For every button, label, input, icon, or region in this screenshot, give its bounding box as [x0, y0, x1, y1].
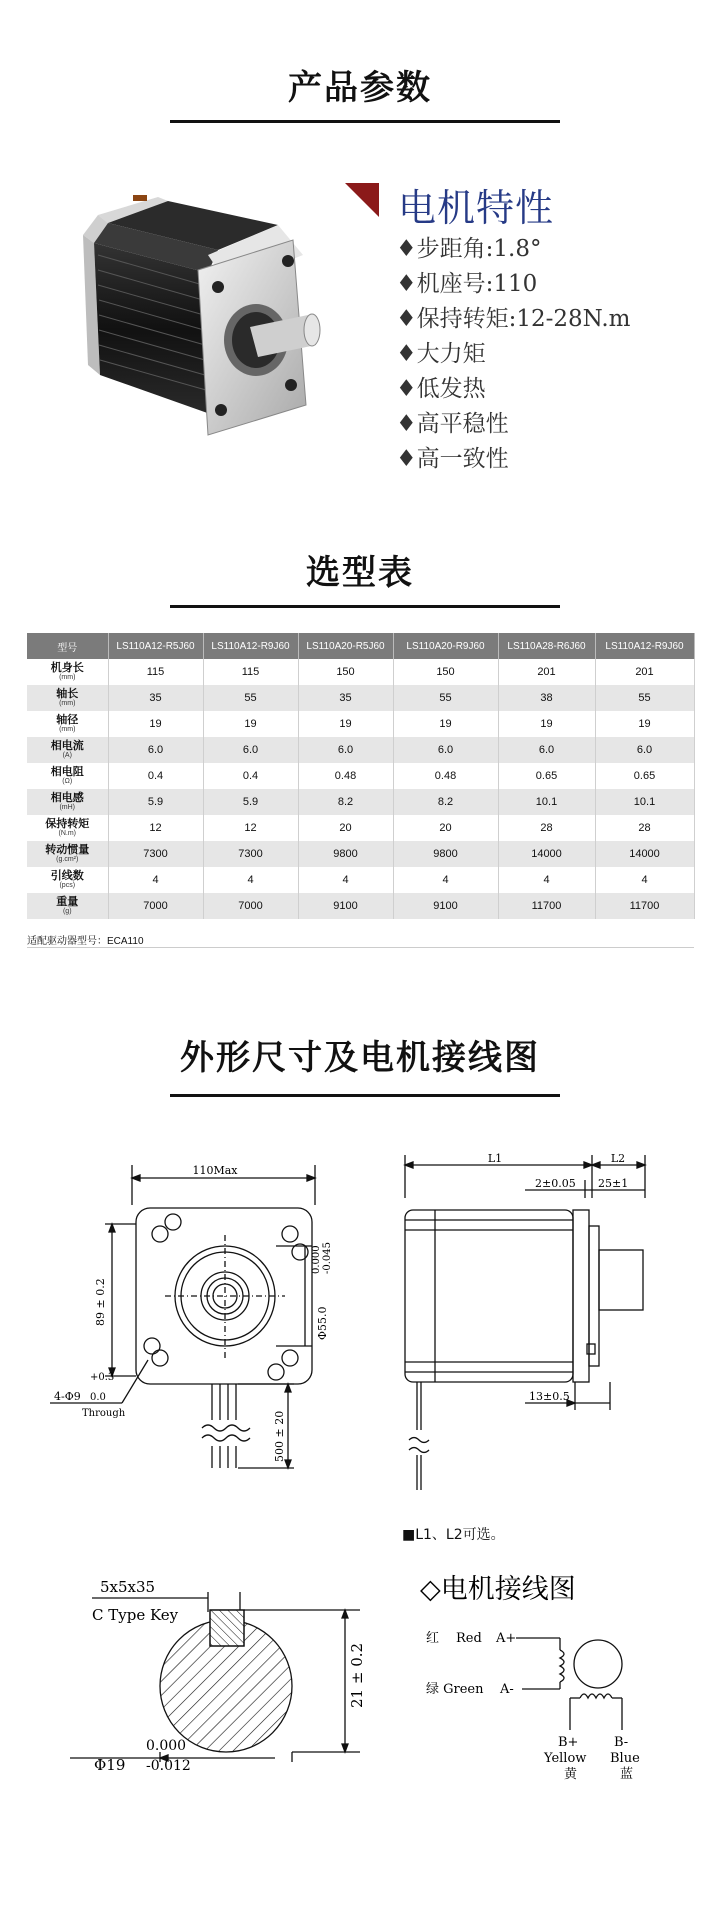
feature-item: ♦低发热	[396, 376, 486, 402]
row-label: 机身长	[50, 661, 84, 674]
table-cell: 0.48	[298, 763, 393, 789]
table-cell: 115	[108, 659, 203, 685]
row-unit: (g)	[62, 907, 72, 915]
shaft-tol-bottom: -0.012	[146, 1758, 191, 1774]
row-unit: (g.cm²)	[56, 855, 79, 863]
row-header	[27, 711, 108, 737]
key-type: C Type Key	[92, 1606, 179, 1624]
features-triangle-icon	[345, 183, 379, 217]
table-header-model: LS110A20-R5J60	[298, 633, 393, 659]
wire-yellow-en: Yellow	[544, 1751, 587, 1766]
table-cell: 11700	[498, 893, 595, 919]
spec-table	[27, 633, 695, 919]
table-cell: 20	[298, 815, 393, 841]
row-header	[27, 763, 108, 789]
feature-item: ♦保持转矩:12-28N.m	[396, 306, 631, 332]
table-cell: 10.1	[498, 789, 595, 815]
table-cell: 19	[393, 711, 498, 737]
title-underline	[170, 605, 560, 608]
dim-hole-dia: 4-Φ9	[54, 1390, 81, 1403]
dim-lead-length: 500 ± 20	[273, 1410, 286, 1462]
row-header	[27, 815, 108, 841]
section-title-dimensions: 外形尺寸及电机接线图	[180, 1038, 540, 1078]
table-cell: 0.4	[108, 763, 203, 789]
table-cell: 10.1	[595, 789, 694, 815]
key-size: 5x5x35	[100, 1578, 156, 1596]
dim-shaft-len: 25±1	[598, 1177, 629, 1190]
table-row	[27, 841, 694, 867]
dim-hole-tol-top: +0.3	[90, 1372, 115, 1383]
table-header-model: LS110A12-R9J60	[203, 633, 298, 659]
dim-hole-tol-bottom: 0.0	[90, 1392, 106, 1403]
table-cell: 150	[393, 659, 498, 685]
dim-l2: L2	[610, 1152, 626, 1165]
table-cell: 20	[393, 815, 498, 841]
row-label: 引线数	[50, 869, 84, 882]
row-label: 相电阻	[50, 765, 84, 778]
table-cell: 201	[595, 659, 694, 685]
table-cell: 0.65	[595, 763, 694, 789]
table-cell: 4	[595, 867, 694, 893]
dim-pilot-tol-top: 0.000	[311, 1245, 322, 1274]
row-label: 相电流	[50, 739, 84, 752]
wiring-title: ◇电机接线图	[420, 1574, 576, 1605]
table-cell: 7300	[203, 841, 298, 867]
table-header-model: LS110A20-R9J60	[393, 633, 498, 659]
table-cell: 4	[498, 867, 595, 893]
row-label: 重量	[56, 895, 79, 908]
shaft-section-drawing	[60, 1570, 380, 1800]
table-cell: 4	[203, 867, 298, 893]
row-unit: (mm)	[59, 699, 76, 707]
table-cell: 19	[298, 711, 393, 737]
wire-yellow-cn: 黄	[564, 1767, 578, 1782]
feature-item: ♦高一致性	[396, 446, 509, 472]
table-header-corner: 型号	[27, 633, 108, 659]
driver-note: 适配驱动器型号：ECA110	[27, 936, 144, 947]
row-unit: (pcs)	[59, 881, 76, 889]
wire-a-plus: A+	[496, 1631, 517, 1646]
row-header	[27, 893, 108, 919]
table-cell: 11700	[595, 893, 694, 919]
row-header	[27, 867, 108, 893]
shaft-dia: Φ19	[94, 1756, 126, 1774]
feature-item: ♦机座号:110	[396, 271, 538, 297]
table-cell: 19	[108, 711, 203, 737]
dim-pilot-dia: Φ55.0	[316, 1306, 329, 1340]
table-cell: 115	[203, 659, 298, 685]
table-cell: 19	[498, 711, 595, 737]
table-cell: 12	[108, 815, 203, 841]
table-cell: 4	[298, 867, 393, 893]
row-header	[27, 737, 108, 763]
wire-a-minus: A-	[500, 1682, 514, 1697]
table-cell: 55	[595, 685, 694, 711]
motor-image	[78, 195, 388, 455]
divider	[27, 947, 694, 948]
wire-b-minus: B-	[614, 1735, 629, 1750]
table-cell: 6.0	[203, 737, 298, 763]
table-cell: 14000	[498, 841, 595, 867]
table-cell: 0.48	[393, 763, 498, 789]
table-cell: 0.65	[498, 763, 595, 789]
row-label: 相电感	[50, 791, 84, 804]
table-header-model: LS110A28-R6J60	[498, 633, 595, 659]
table-cell: 9800	[298, 841, 393, 867]
table-cell: 9100	[298, 893, 393, 919]
table-cell: 38	[498, 685, 595, 711]
table-cell: 35	[298, 685, 393, 711]
row-unit: (Ω)	[62, 777, 73, 785]
wire-blue-en: Blue	[610, 1751, 640, 1766]
table-cell: 8.2	[393, 789, 498, 815]
shaft-tol-top: 0.000	[146, 1738, 187, 1754]
table-row	[27, 659, 694, 685]
title-underline	[170, 120, 560, 123]
row-unit: (mm)	[59, 725, 76, 733]
side-view-drawing	[395, 1150, 695, 1520]
feature-item: ♦步距角:1.8°	[396, 236, 542, 262]
table-row	[27, 789, 694, 815]
table-cell: 0.4	[203, 763, 298, 789]
table-cell: 201	[498, 659, 595, 685]
table-cell: 6.0	[595, 737, 694, 763]
dim-front-width: 110Max	[192, 1164, 238, 1177]
table-cell: 9800	[393, 841, 498, 867]
table-cell: 14000	[595, 841, 694, 867]
table-cell: 150	[298, 659, 393, 685]
dim-height: 89 ± 0.2	[94, 1278, 107, 1326]
table-header-row	[27, 633, 694, 659]
section-title-selection: 选型表	[306, 553, 414, 593]
key-height: 21 ± 0.2	[348, 1642, 366, 1708]
row-header	[27, 685, 108, 711]
table-row	[27, 815, 694, 841]
table-header-model: LS110A12-R5J60	[108, 633, 203, 659]
features-heading: 电机特性	[398, 186, 555, 230]
dimension-note: ■L1、L2可选。	[402, 1527, 505, 1543]
table-cell: 6.0	[108, 737, 203, 763]
wire-green: 绿 Green	[426, 1682, 484, 1697]
table-cell: 55	[393, 685, 498, 711]
table-row	[27, 711, 694, 737]
section-title-product-params: 产品参数	[288, 68, 432, 108]
row-unit: (N.m)	[58, 829, 76, 837]
row-unit: (mH)	[59, 803, 76, 811]
features-list	[396, 232, 630, 477]
table-cell: 4	[393, 867, 498, 893]
table-cell: 8.2	[298, 789, 393, 815]
wire-red-en: Red	[456, 1631, 482, 1646]
wire-red-cn: 红	[426, 1631, 440, 1646]
title-underline	[170, 1094, 560, 1097]
table-cell: 5.9	[108, 789, 203, 815]
row-header	[27, 841, 108, 867]
table-cell: 7000	[108, 893, 203, 919]
table-cell: 9100	[393, 893, 498, 919]
dim-pilot-tol-bottom: -0.045	[322, 1241, 333, 1274]
table-cell: 28	[498, 815, 595, 841]
feature-item: ♦高平稳性	[396, 411, 509, 437]
wire-b-plus: B+	[558, 1735, 579, 1750]
table-cell: 7300	[108, 841, 203, 867]
row-label: 轴长	[56, 687, 79, 700]
table-cell: 6.0	[298, 737, 393, 763]
row-header	[27, 659, 108, 685]
table-cell: 7000	[203, 893, 298, 919]
row-label: 转动惯量	[45, 843, 90, 856]
front-view-drawing	[50, 1150, 380, 1480]
table-row	[27, 763, 694, 789]
dim-l1: L1	[487, 1152, 503, 1165]
table-cell: 55	[203, 685, 298, 711]
dim-hole-note: Through	[82, 1408, 126, 1419]
table-cell: 19	[595, 711, 694, 737]
table-header-model: LS110A12-R9J60	[595, 633, 694, 659]
table-cell: 6.0	[393, 737, 498, 763]
table-row	[27, 685, 694, 711]
row-label: 保持转矩	[45, 817, 90, 830]
table-cell: 19	[203, 711, 298, 737]
dim-flange-thick: 13±0.5	[529, 1390, 570, 1403]
row-unit: (A)	[62, 751, 72, 759]
table-row	[27, 893, 694, 919]
table-cell: 35	[108, 685, 203, 711]
table-cell: 6.0	[498, 737, 595, 763]
row-header	[27, 789, 108, 815]
table-row	[27, 867, 694, 893]
table-cell: 5.9	[203, 789, 298, 815]
row-unit: (mm)	[59, 673, 76, 681]
table-cell: 28	[595, 815, 694, 841]
row-label: 轴径	[56, 713, 79, 726]
table-row	[27, 737, 694, 763]
table-cell: 12	[203, 815, 298, 841]
wiring-diagram	[420, 1570, 690, 1810]
table-cell: 4	[108, 867, 203, 893]
dim-flange-step: 2±0.05	[535, 1177, 576, 1190]
wire-blue-cn: 蓝	[620, 1767, 634, 1782]
feature-item: ♦大力矩	[396, 341, 486, 367]
